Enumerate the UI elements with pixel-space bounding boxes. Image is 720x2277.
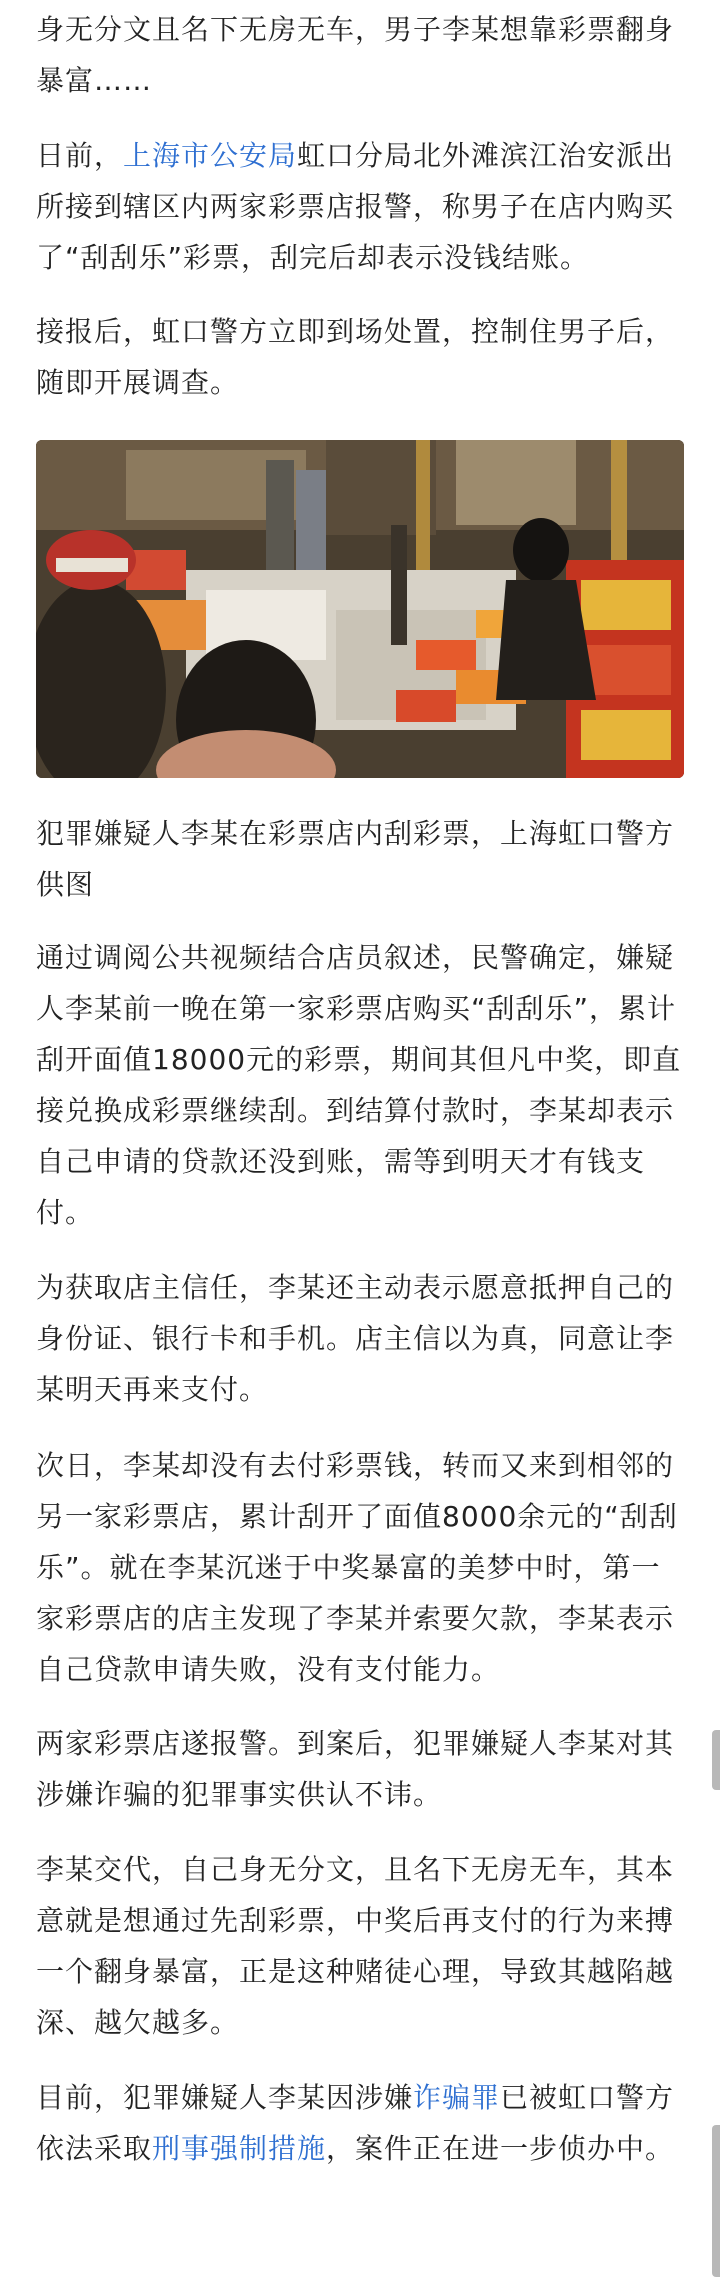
paragraph-report-suffix: 虹口分局北外滩滨江治安派出所接到辖区内两家彩票店报警，称男子在店内购买了“刮刮乐”彩票，刮完后却表示没钱结账。: [36, 139, 675, 274]
news-photo: [36, 440, 684, 778]
paragraph-collateral: 为获取店主信任，李某还主动表示愿意抵押自己的身份证、银行卡和手机。店主信以为真，同意让李某明天再来支付。: [36, 1271, 675, 1406]
link-shanghai-police[interactable]: 上海市公安局: [123, 139, 298, 172]
link-fraud-crime[interactable]: 诈骗罪: [413, 2081, 501, 2114]
paragraph-investigation: 通过调阅公共视频结合店员叙述，民警确定，嫌疑人李某前一晚在第一家彩票店购买“刮刮乐”，累计刮开面值18000元的彩票，期间其但凡中奖，即直接兑换成彩票继续刮。到结算付款时，李某却表示自己申请的贷款还没到账，需等到明天才有钱支付。: [36, 941, 682, 1229]
paragraph-next-day: 次日，李某却没有去付彩票钱，转而又来到相邻的另一家彩票店，累计刮开了面值8000余元的“刮刮乐”。就在李某沉迷于中奖暴富的美梦中时，第一家彩票店的店主发现了李某并索要欠款，李某表示自己贷款申请失败，没有支付能力。: [36, 1449, 678, 1686]
paragraph-status-t1: 目前，犯罪嫌疑人李某因涉嫌: [36, 2081, 414, 2114]
paragraph-status: [36, 2072, 684, 2174]
scrollbar-thumb-upper[interactable]: [712, 1730, 720, 1790]
paragraph-status-t3: ，案件正在进一步侦办中。: [326, 2132, 675, 2165]
paragraph-report-prefix: 日前，: [36, 139, 124, 172]
paragraph-response: 接报后，虹口警方立即到场处置，控制住男子后，随即开展调查。: [36, 315, 675, 399]
photo-caption: 犯罪嫌疑人李某在彩票店内刮彩票，上海虹口警方供图: [36, 817, 675, 901]
lottery-store-scene: [36, 440, 684, 778]
paragraph-intro: 身无分文且名下无房无车，男子李某想靠彩票翻身暴富……: [36, 13, 675, 97]
paragraph-confession: 李某交代，自己身无分文，且名下无房无车，其本意就是想通过先刮彩票，中奖后再支付的行为来搏一个翻身暴富，正是这种赌徒心理，导致其越陷越深、越欠越多。: [36, 1853, 675, 2039]
paragraph-status-t2: 已被虹口警方依法采取: [36, 2081, 675, 2165]
paragraph-report: [36, 130, 684, 283]
link-criminal-measures[interactable]: 刑事强制措施: [152, 2132, 327, 2165]
scrollbar-thumb-lower[interactable]: [712, 2125, 720, 2277]
paragraph-arrest: 两家彩票店遂报警。到案后，犯罪嫌疑人李某对其涉嫌诈骗的犯罪事实供认不讳。: [36, 1727, 675, 1811]
